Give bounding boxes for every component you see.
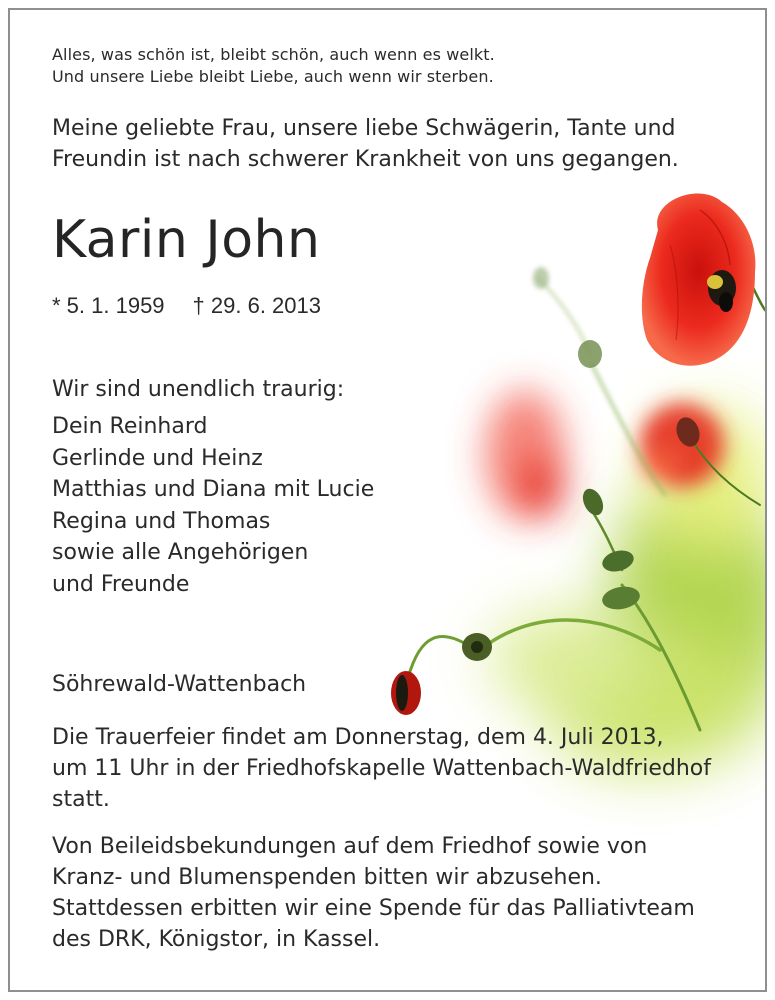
place-name: Söhrewald-Wattenbach bbox=[52, 672, 307, 697]
ceremony-line-1: Die Trauerfeier findet am Donnerstag, dem 4. Juli 2013, bbox=[52, 725, 664, 750]
mourners-list bbox=[52, 411, 374, 600]
donation-line-4: des DRK, Königstor, in Kassel. bbox=[52, 927, 381, 952]
mourner-item: Gerlinde und Heinz bbox=[52, 445, 263, 471]
intro-line-2: Freundin ist nach schwerer Krankheit von uns gegangen. bbox=[52, 147, 679, 172]
donation-line-1: Von Beileidsbekundungen auf dem Friedhof sowie von bbox=[52, 834, 648, 859]
mourner-item: Dein Reinhard bbox=[52, 414, 208, 439]
mourner-item: und Freunde bbox=[52, 571, 190, 597]
motto-line-2: Und unsere Liebe bleibt Liebe, auch wenn wir sterben. bbox=[52, 67, 494, 86]
obituary-notice bbox=[8, 8, 767, 992]
sadness-line: Wir sind unendlich traurig: bbox=[52, 377, 345, 402]
ceremony-line-3: statt. bbox=[52, 787, 110, 812]
birth-date: * 5. 1. 1959 bbox=[52, 293, 165, 318]
deceased-name: Karin John bbox=[52, 210, 321, 270]
motto bbox=[52, 44, 495, 88]
mourner-item: Regina und Thomas bbox=[52, 508, 271, 534]
donation-line-2: Kranz- und Blumenspenden bitten wir abzusehen. bbox=[52, 865, 602, 890]
blurred-poppy-left bbox=[485, 390, 565, 520]
donation-request bbox=[52, 831, 695, 955]
ceremony-info bbox=[52, 722, 711, 815]
mourner-item: sowie alle Angehörigen bbox=[52, 540, 309, 565]
intro-line-1: Meine geliebte Frau, unsere liebe Schwägerin, Tante und bbox=[52, 116, 676, 141]
life-dates bbox=[52, 292, 321, 320]
mourner-item: Matthias und Diana mit Lucie bbox=[52, 477, 375, 502]
donation-line-3: Stattdessen erbitten wir eine Spende für das Palliativteam bbox=[52, 896, 695, 921]
poppy-flower bbox=[642, 194, 756, 366]
death-date: † 29. 6. 2013 bbox=[192, 293, 321, 318]
ceremony-line-2: um 11 Uhr in der Friedhofskapelle Wattenbach-Waldfriedhof bbox=[52, 756, 711, 781]
intro-text bbox=[52, 113, 679, 175]
motto-line-1: Alles, was schön ist, bleibt schön, auch wenn es welkt. bbox=[52, 45, 495, 64]
